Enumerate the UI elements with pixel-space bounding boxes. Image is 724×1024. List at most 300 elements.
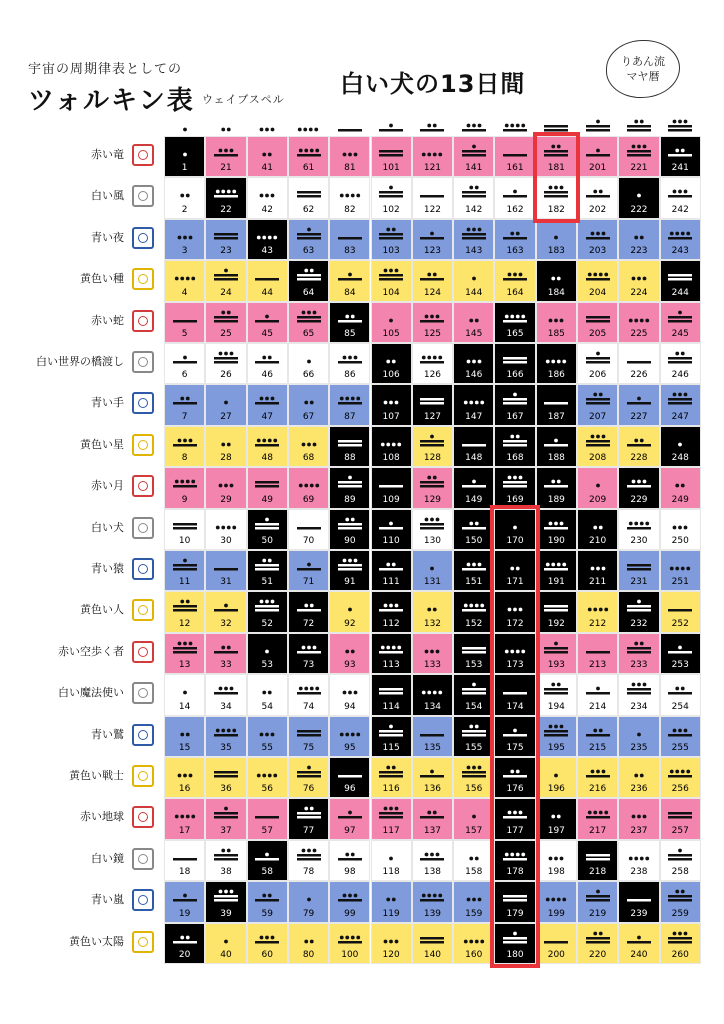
kin-cell[interactable] bbox=[494, 840, 535, 881]
kin-cell[interactable] bbox=[371, 260, 412, 301]
kin-cell[interactable] bbox=[205, 177, 246, 218]
kin-cell[interactable] bbox=[412, 923, 453, 964]
kin-cell[interactable] bbox=[536, 881, 577, 922]
kin-cell[interactable] bbox=[660, 840, 701, 881]
tone-bar bbox=[627, 485, 651, 488]
kin-cell[interactable] bbox=[412, 550, 453, 591]
kin-cell[interactable] bbox=[205, 509, 246, 550]
kin-cell[interactable] bbox=[371, 343, 412, 384]
kin-cell[interactable] bbox=[453, 798, 494, 839]
kin-cell[interactable] bbox=[618, 923, 659, 964]
tone-glyph bbox=[252, 847, 282, 863]
kin-cell[interactable] bbox=[577, 923, 618, 964]
kin-cell[interactable] bbox=[618, 798, 659, 839]
kin-cell[interactable] bbox=[164, 674, 205, 715]
kin-cell[interactable] bbox=[453, 384, 494, 425]
kin-cell[interactable] bbox=[494, 591, 535, 632]
tone-dot bbox=[513, 525, 517, 529]
kin-cell[interactable] bbox=[288, 798, 329, 839]
tone-dot bbox=[505, 314, 509, 318]
kin-cell[interactable] bbox=[412, 633, 453, 674]
kin-cell[interactable] bbox=[164, 881, 205, 922]
kin-cell[interactable] bbox=[371, 923, 412, 964]
kin-cell[interactable] bbox=[660, 467, 701, 508]
kin-cell[interactable] bbox=[288, 591, 329, 632]
kin-cell[interactable] bbox=[164, 550, 205, 591]
kin-cell[interactable] bbox=[494, 219, 535, 260]
kin-cell[interactable] bbox=[536, 343, 577, 384]
kin-cell[interactable] bbox=[205, 591, 246, 632]
kin-cell[interactable] bbox=[618, 384, 659, 425]
kin-cell[interactable] bbox=[205, 881, 246, 922]
kin-cell[interactable] bbox=[247, 550, 288, 591]
kin-cell[interactable] bbox=[288, 302, 329, 343]
kin-cell[interactable] bbox=[494, 260, 535, 301]
kin-cell[interactable] bbox=[247, 923, 288, 964]
kin-cell[interactable] bbox=[371, 467, 412, 508]
kin-cell[interactable] bbox=[247, 509, 288, 550]
tone-glyph bbox=[170, 640, 200, 656]
kin-cell[interactable] bbox=[247, 467, 288, 508]
kin-cell[interactable] bbox=[577, 260, 618, 301]
kin-cell[interactable] bbox=[164, 757, 205, 798]
kin-cell[interactable] bbox=[329, 798, 370, 839]
kin-cell[interactable] bbox=[164, 798, 205, 839]
kin-cell[interactable] bbox=[288, 550, 329, 591]
kin-cell[interactable] bbox=[164, 467, 205, 508]
kin-cell[interactable] bbox=[288, 219, 329, 260]
kin-cell[interactable] bbox=[577, 136, 618, 177]
kin-cell[interactable] bbox=[288, 260, 329, 301]
kin-cell[interactable] bbox=[536, 591, 577, 632]
kin-cell[interactable] bbox=[453, 343, 494, 384]
kin-cell[interactable] bbox=[660, 550, 701, 591]
kin-cell[interactable] bbox=[453, 177, 494, 218]
kin-cell[interactable] bbox=[288, 716, 329, 757]
kin-cell[interactable] bbox=[247, 591, 288, 632]
kin-cell[interactable] bbox=[536, 302, 577, 343]
kin-cell[interactable] bbox=[453, 923, 494, 964]
kin-cell[interactable] bbox=[329, 550, 370, 591]
kin-cell[interactable] bbox=[618, 219, 659, 260]
kin-cell[interactable] bbox=[329, 467, 370, 508]
kin-cell[interactable] bbox=[371, 633, 412, 674]
kin-cell[interactable] bbox=[412, 467, 453, 508]
kin-cell[interactable] bbox=[536, 260, 577, 301]
kin-cell[interactable] bbox=[205, 923, 246, 964]
kin-cell[interactable] bbox=[205, 633, 246, 674]
tone-dot bbox=[634, 438, 638, 442]
tone-dot bbox=[601, 770, 605, 774]
kin-cell[interactable] bbox=[247, 384, 288, 425]
kin-cell[interactable] bbox=[329, 136, 370, 177]
kin-tone bbox=[537, 557, 576, 573]
tone-bar bbox=[462, 444, 486, 447]
kin-cell[interactable] bbox=[247, 177, 288, 218]
kin-cell[interactable] bbox=[618, 674, 659, 715]
kin-cell[interactable] bbox=[329, 840, 370, 881]
kin-cell[interactable] bbox=[494, 757, 535, 798]
kin-cell[interactable] bbox=[618, 550, 659, 591]
kin-cell[interactable] bbox=[577, 509, 618, 550]
kin-cell[interactable] bbox=[494, 509, 535, 550]
kin-cell[interactable] bbox=[371, 881, 412, 922]
tone-bar bbox=[668, 941, 692, 944]
kin-cell[interactable] bbox=[205, 467, 246, 508]
kin-number: 111 bbox=[382, 577, 400, 588]
kin-cell[interactable] bbox=[371, 302, 412, 343]
kin-cell[interactable] bbox=[371, 674, 412, 715]
kin-cell[interactable] bbox=[577, 881, 618, 922]
kin-cell[interactable] bbox=[205, 219, 246, 260]
kin-cell[interactable] bbox=[247, 798, 288, 839]
kin-cell[interactable] bbox=[618, 757, 659, 798]
tone-glyph bbox=[252, 598, 282, 614]
kin-cell[interactable] bbox=[453, 467, 494, 508]
kin-cell[interactable] bbox=[494, 136, 535, 177]
kin-cell[interactable] bbox=[329, 426, 370, 467]
tone-dot bbox=[604, 273, 608, 277]
kin-cell[interactable] bbox=[494, 923, 535, 964]
kin-cell[interactable] bbox=[329, 716, 370, 757]
kin-cell[interactable] bbox=[494, 343, 535, 384]
kin-cell[interactable] bbox=[536, 633, 577, 674]
kin-cell[interactable] bbox=[577, 467, 618, 508]
kin-cell[interactable] bbox=[660, 384, 701, 425]
kin-cell[interactable] bbox=[618, 591, 659, 632]
kin-cell[interactable] bbox=[660, 674, 701, 715]
kin-number: 19 bbox=[178, 908, 191, 919]
tone-bar bbox=[462, 730, 486, 733]
kin-cell[interactable] bbox=[288, 633, 329, 674]
kin-cell[interactable] bbox=[453, 509, 494, 550]
kin-cell[interactable] bbox=[453, 840, 494, 881]
kin-cell[interactable] bbox=[205, 550, 246, 591]
kin-cell[interactable] bbox=[288, 881, 329, 922]
kin-cell[interactable] bbox=[453, 591, 494, 632]
kin-cell[interactable] bbox=[536, 509, 577, 550]
kin-cell[interactable] bbox=[164, 219, 205, 260]
kin-cell[interactable] bbox=[536, 716, 577, 757]
kin-cell[interactable] bbox=[164, 840, 205, 881]
kin-cell[interactable] bbox=[453, 302, 494, 343]
kin-cell[interactable] bbox=[577, 302, 618, 343]
kin-cell[interactable] bbox=[494, 384, 535, 425]
kin-cell[interactable] bbox=[205, 840, 246, 881]
kin-cell[interactable] bbox=[164, 177, 205, 218]
kin-cell[interactable] bbox=[371, 840, 412, 881]
kin-cell[interactable] bbox=[536, 840, 577, 881]
kin-cell[interactable] bbox=[660, 219, 701, 260]
kin-cell[interactable] bbox=[577, 343, 618, 384]
kin-cell[interactable] bbox=[536, 426, 577, 467]
kin-cell[interactable] bbox=[288, 840, 329, 881]
kin-cell[interactable] bbox=[371, 509, 412, 550]
kin-cell[interactable] bbox=[577, 591, 618, 632]
kin-cell[interactable] bbox=[247, 757, 288, 798]
kin-cell[interactable] bbox=[577, 550, 618, 591]
kin-cell[interactable] bbox=[453, 716, 494, 757]
kin-cell[interactable] bbox=[412, 840, 453, 881]
kin-cell[interactable] bbox=[247, 136, 288, 177]
kin-cell[interactable] bbox=[205, 426, 246, 467]
kin-cell[interactable] bbox=[371, 136, 412, 177]
kin-cell[interactable] bbox=[618, 467, 659, 508]
kin-cell[interactable] bbox=[453, 550, 494, 591]
kin-cell[interactable] bbox=[660, 757, 701, 798]
kin-cell[interactable] bbox=[618, 509, 659, 550]
kin-cell[interactable] bbox=[329, 509, 370, 550]
kin-cell[interactable] bbox=[371, 798, 412, 839]
kin-cell[interactable] bbox=[660, 343, 701, 384]
kin-cell[interactable] bbox=[412, 343, 453, 384]
kin-cell[interactable] bbox=[371, 716, 412, 757]
kin-cell[interactable] bbox=[329, 923, 370, 964]
kin-cell[interactable] bbox=[494, 633, 535, 674]
kin-cell[interactable] bbox=[618, 633, 659, 674]
kin-cell[interactable] bbox=[329, 591, 370, 632]
kin-number: 98 bbox=[344, 867, 356, 878]
kin-cell[interactable] bbox=[453, 219, 494, 260]
tone-dot bbox=[185, 600, 189, 604]
kin-cell[interactable] bbox=[288, 343, 329, 384]
kin-cell[interactable] bbox=[660, 426, 701, 467]
kin-cell[interactable] bbox=[288, 509, 329, 550]
kin-cell[interactable] bbox=[329, 757, 370, 798]
kin-cell[interactable] bbox=[288, 384, 329, 425]
kin-cell[interactable] bbox=[288, 674, 329, 715]
kin-cell[interactable] bbox=[412, 302, 453, 343]
kin-cell[interactable] bbox=[205, 384, 246, 425]
kin-cell[interactable] bbox=[371, 177, 412, 218]
kin-cell[interactable] bbox=[494, 467, 535, 508]
kin-cell[interactable] bbox=[536, 467, 577, 508]
kin-cell[interactable] bbox=[288, 923, 329, 964]
kin-cell[interactable] bbox=[494, 881, 535, 922]
kin-cell[interactable] bbox=[618, 840, 659, 881]
kin-cell[interactable] bbox=[371, 550, 412, 591]
kin-cell[interactable] bbox=[371, 384, 412, 425]
kin-cell[interactable] bbox=[329, 881, 370, 922]
tone-glyph bbox=[624, 557, 654, 573]
kin-tone bbox=[372, 930, 411, 946]
tone-glyph bbox=[417, 557, 447, 573]
kin-cell[interactable] bbox=[412, 881, 453, 922]
column-tone-header bbox=[164, 118, 205, 134]
kin-cell[interactable] bbox=[536, 798, 577, 839]
kin-cell[interactable] bbox=[660, 509, 701, 550]
kin-cell[interactable] bbox=[164, 384, 205, 425]
kin-cell[interactable] bbox=[164, 633, 205, 674]
kin-cell[interactable] bbox=[536, 923, 577, 964]
kin-cell[interactable] bbox=[412, 219, 453, 260]
kin-cell[interactable] bbox=[247, 674, 288, 715]
kin-cell[interactable] bbox=[453, 674, 494, 715]
kin-cell[interactable] bbox=[577, 840, 618, 881]
kin-cell[interactable] bbox=[412, 177, 453, 218]
kin-cell[interactable] bbox=[453, 426, 494, 467]
kin-cell[interactable] bbox=[205, 260, 246, 301]
kin-cell[interactable] bbox=[371, 426, 412, 467]
kin-cell[interactable] bbox=[247, 302, 288, 343]
kin-cell[interactable] bbox=[577, 757, 618, 798]
tone-bar bbox=[462, 129, 486, 132]
kin-cell[interactable] bbox=[329, 302, 370, 343]
kin-cell[interactable] bbox=[247, 840, 288, 881]
kin-cell[interactable] bbox=[247, 343, 288, 384]
kin-cell[interactable] bbox=[164, 302, 205, 343]
kin-cell[interactable] bbox=[577, 426, 618, 467]
tone-glyph bbox=[376, 930, 406, 946]
kin-cell[interactable] bbox=[494, 426, 535, 467]
kin-cell[interactable] bbox=[453, 633, 494, 674]
kin-cell[interactable] bbox=[660, 798, 701, 839]
kin-cell[interactable] bbox=[660, 716, 701, 757]
kin-cell[interactable] bbox=[494, 177, 535, 218]
kin-cell[interactable] bbox=[205, 716, 246, 757]
kin-cell[interactable] bbox=[577, 219, 618, 260]
kin-cell[interactable] bbox=[618, 136, 659, 177]
kin-cell[interactable] bbox=[164, 591, 205, 632]
tone-glyph bbox=[417, 118, 447, 134]
kin-cell[interactable] bbox=[660, 923, 701, 964]
kin-cell[interactable] bbox=[453, 260, 494, 301]
kin-cell[interactable] bbox=[453, 757, 494, 798]
kin-tone bbox=[372, 350, 411, 366]
kin-cell[interactable] bbox=[536, 219, 577, 260]
kin-cell[interactable] bbox=[288, 426, 329, 467]
kin-cell[interactable] bbox=[247, 219, 288, 260]
kin-cell[interactable] bbox=[329, 633, 370, 674]
blue-storm-glyph bbox=[132, 889, 154, 911]
kin-cell[interactable] bbox=[536, 136, 577, 177]
kin-cell[interactable] bbox=[412, 798, 453, 839]
kin-cell[interactable] bbox=[577, 716, 618, 757]
kin-cell[interactable] bbox=[329, 674, 370, 715]
kin-cell[interactable] bbox=[660, 633, 701, 674]
tone-bar bbox=[586, 237, 610, 240]
kin-cell[interactable] bbox=[205, 798, 246, 839]
kin-cell[interactable] bbox=[247, 881, 288, 922]
kin-cell[interactable] bbox=[494, 550, 535, 591]
kin-cell[interactable] bbox=[329, 219, 370, 260]
kin-cell[interactable] bbox=[618, 881, 659, 922]
kin-cell[interactable] bbox=[412, 426, 453, 467]
kin-cell[interactable] bbox=[577, 674, 618, 715]
tone-glyph bbox=[170, 598, 200, 614]
kin-cell[interactable] bbox=[536, 674, 577, 715]
kin-cell[interactable] bbox=[536, 550, 577, 591]
kin-cell[interactable] bbox=[164, 509, 205, 550]
kin-cell[interactable] bbox=[371, 591, 412, 632]
kin-cell[interactable] bbox=[247, 716, 288, 757]
tone-dot bbox=[513, 811, 517, 815]
kin-cell[interactable] bbox=[288, 136, 329, 177]
kin-cell[interactable] bbox=[618, 426, 659, 467]
kin-tone bbox=[289, 805, 328, 821]
kin-cell[interactable] bbox=[660, 177, 701, 218]
kin-cell[interactable] bbox=[494, 798, 535, 839]
kin-cell[interactable] bbox=[205, 136, 246, 177]
kin-cell[interactable] bbox=[288, 757, 329, 798]
tone-glyph bbox=[624, 640, 654, 656]
kin-cell[interactable] bbox=[453, 136, 494, 177]
tone-glyph bbox=[665, 143, 695, 159]
kin-cell[interactable] bbox=[288, 177, 329, 218]
kin-cell[interactable] bbox=[494, 674, 535, 715]
kin-cell[interactable] bbox=[164, 343, 205, 384]
kin-cell[interactable] bbox=[618, 302, 659, 343]
kin-cell[interactable] bbox=[205, 757, 246, 798]
kin-cell[interactable] bbox=[536, 384, 577, 425]
kin-cell[interactable] bbox=[412, 674, 453, 715]
tone-glyph bbox=[252, 681, 282, 697]
kin-cell[interactable] bbox=[618, 716, 659, 757]
kin-cell[interactable] bbox=[247, 633, 288, 674]
kin-cell[interactable] bbox=[329, 260, 370, 301]
kin-cell[interactable] bbox=[660, 881, 701, 922]
kin-cell[interactable] bbox=[618, 177, 659, 218]
kin-cell[interactable] bbox=[164, 260, 205, 301]
kin-cell[interactable] bbox=[371, 219, 412, 260]
kin-cell[interactable] bbox=[205, 674, 246, 715]
kin-cell[interactable] bbox=[329, 177, 370, 218]
kin-cell[interactable] bbox=[412, 716, 453, 757]
kin-cell[interactable] bbox=[205, 343, 246, 384]
kin-cell[interactable] bbox=[536, 757, 577, 798]
kin-cell[interactable] bbox=[660, 591, 701, 632]
tone-dot bbox=[519, 476, 523, 480]
kin-cell[interactable] bbox=[412, 591, 453, 632]
kin-cell[interactable] bbox=[164, 923, 205, 964]
kin-cell[interactable] bbox=[577, 177, 618, 218]
tone-glyph bbox=[252, 226, 282, 242]
kin-cell[interactable] bbox=[660, 302, 701, 343]
kin-cell[interactable] bbox=[247, 260, 288, 301]
tone-bar bbox=[420, 734, 444, 737]
kin-cell[interactable] bbox=[618, 260, 659, 301]
kin-cell[interactable] bbox=[329, 384, 370, 425]
kin-cell[interactable] bbox=[577, 798, 618, 839]
kin-cell[interactable] bbox=[618, 343, 659, 384]
kin-cell[interactable] bbox=[412, 384, 453, 425]
kin-cell[interactable] bbox=[494, 716, 535, 757]
kin-cell[interactable] bbox=[247, 426, 288, 467]
kin-cell[interactable] bbox=[412, 136, 453, 177]
kin-cell[interactable] bbox=[412, 509, 453, 550]
kin-cell[interactable] bbox=[412, 757, 453, 798]
kin-cell[interactable] bbox=[536, 177, 577, 218]
tone-dot bbox=[629, 318, 633, 322]
kin-cell[interactable] bbox=[205, 302, 246, 343]
tone-dot bbox=[681, 149, 685, 153]
kin-cell[interactable] bbox=[453, 881, 494, 922]
kin-cell[interactable] bbox=[494, 302, 535, 343]
kin-cell[interactable] bbox=[288, 467, 329, 508]
kin-cell[interactable] bbox=[329, 343, 370, 384]
kin-cell[interactable] bbox=[371, 757, 412, 798]
kin-cell[interactable] bbox=[577, 633, 618, 674]
kin-cell[interactable] bbox=[164, 426, 205, 467]
kin-cell[interactable] bbox=[660, 136, 701, 177]
kin-cell[interactable] bbox=[577, 384, 618, 425]
kin-cell[interactable] bbox=[164, 136, 205, 177]
kin-cell[interactable] bbox=[164, 716, 205, 757]
kin-cell[interactable] bbox=[412, 260, 453, 301]
tone-dot bbox=[312, 442, 316, 446]
tone-dot bbox=[513, 393, 517, 397]
kin-cell[interactable] bbox=[660, 260, 701, 301]
